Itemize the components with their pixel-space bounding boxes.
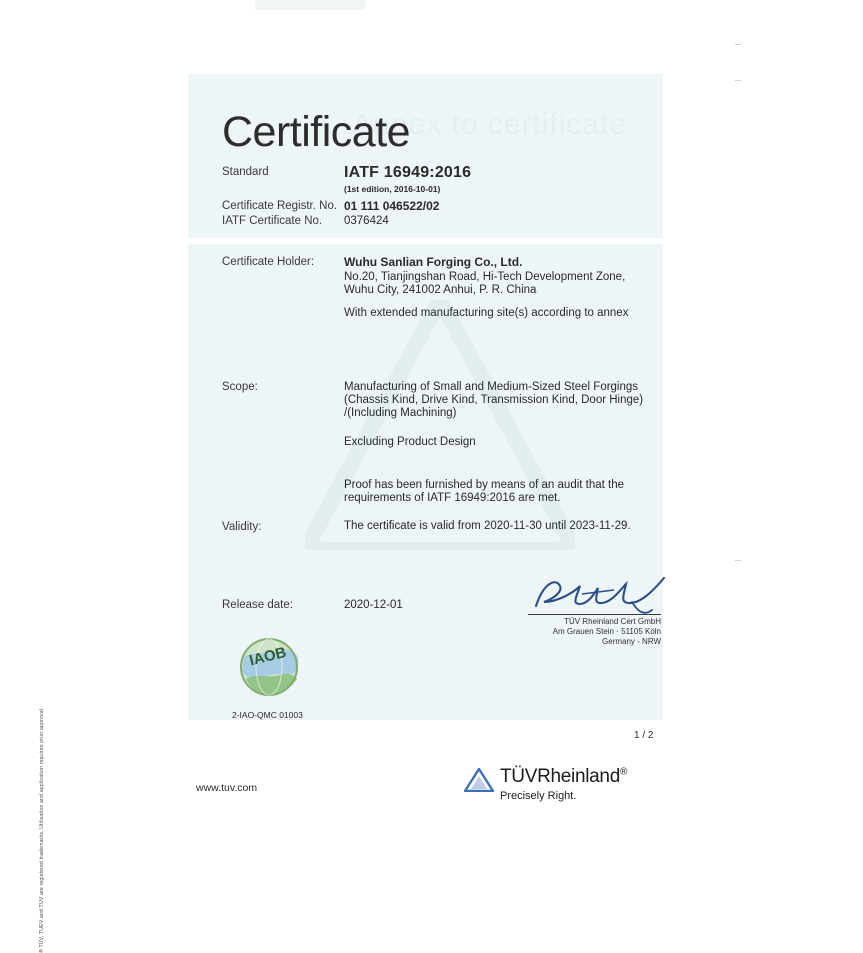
signature-rule — [528, 614, 661, 615]
proof-line-1: Proof has been furnished by means of an audit that the — [344, 479, 625, 491]
value-scope-exclusion: Excluding Product Design — [344, 436, 476, 448]
value-scope-line-2: (Chassis Kind, Drive Kind, Transmission Kind, Door Hinge) — [344, 394, 644, 406]
label-validity: Validity: — [222, 521, 262, 533]
edge-tick — [735, 44, 741, 45]
proof-line-2: requirements of IATF 16949:2016 are met. — [344, 492, 561, 504]
panel-divider — [188, 238, 663, 244]
background-ghost-text: Annex to certificate — [352, 108, 628, 141]
legal-sidebar-text: ® TÜV, TUEV and TUV are registered trademarks. Utilisation and application requires prior approval. — [39, 707, 45, 953]
value-holder-name: Wuhu Sanlian Forging Co., Ltd. — [344, 255, 523, 269]
value-holder-annex-note: With extended manufacturing site(s) according to annex — [344, 307, 629, 319]
value-standard-edition: (1st edition, 2016-10-01) — [344, 184, 441, 194]
tuv-brand-text: TÜVRheinland — [500, 766, 620, 787]
tuv-rheinland-logo — [464, 766, 664, 808]
svg-text:IAOB: IAOB — [247, 643, 289, 670]
signature-icon — [528, 572, 668, 620]
label-certificate-registr-no: Certificate Registr. No. — [222, 200, 338, 212]
value-scope-line-1: Manufacturing of Small and Medium-Sized Steel Forgings — [344, 381, 639, 393]
page-number: 1 / 2 — [634, 730, 654, 741]
value-iatf-certificate-no: 0376424 — [344, 215, 389, 227]
label-release-date: Release date: — [222, 599, 293, 611]
tuv-website-url[interactable]: www.tuv.com — [196, 782, 258, 794]
value-standard: IATF 16949:2016 — [344, 164, 472, 181]
label-iatf-certificate-no: IATF Certificate No. — [222, 215, 323, 227]
background-smudge — [255, 0, 365, 10]
edge-tick — [735, 560, 741, 561]
signatory-address: Am Grauen Stein · 51105 Köln — [552, 627, 661, 636]
label-standard: Standard — [222, 166, 269, 178]
tuv-tagline: Precisely Right. — [500, 790, 577, 802]
page-title: Certificate — [222, 108, 411, 156]
value-certificate-registr-no: 01 111 046522/02 — [344, 199, 440, 213]
value-holder-address-line-1: No.20, Tianjingshan Road, Hi-Tech Development Zone, — [344, 271, 626, 283]
tuv-brand-name — [500, 766, 627, 788]
label-certificate-holder: Certificate Holder: — [222, 256, 315, 268]
iaob-globe-icon — [232, 627, 306, 701]
tuv-triangle-icon — [464, 768, 494, 792]
value-release-date: 2020-12-01 — [344, 599, 403, 611]
accreditation-code: 2-IAO-QMC 01003 — [232, 710, 303, 720]
registered-mark: ® — [619, 766, 628, 778]
label-scope: Scope: — [222, 381, 258, 393]
signatory-block — [528, 617, 661, 647]
signatory-company: TÜV Rheinland Cert GmbH — [564, 617, 661, 626]
signatory-country: Germany - NRW — [602, 637, 661, 646]
value-scope-line-3: /(Including Machining) — [344, 407, 457, 419]
value-holder-address-line-2: Wuhu City, 241002 Anhui, P. R. China — [344, 284, 537, 296]
value-validity: The certificate is valid from 2020-11-30 until 2023-11-29. — [344, 520, 631, 532]
edge-tick — [735, 80, 741, 81]
